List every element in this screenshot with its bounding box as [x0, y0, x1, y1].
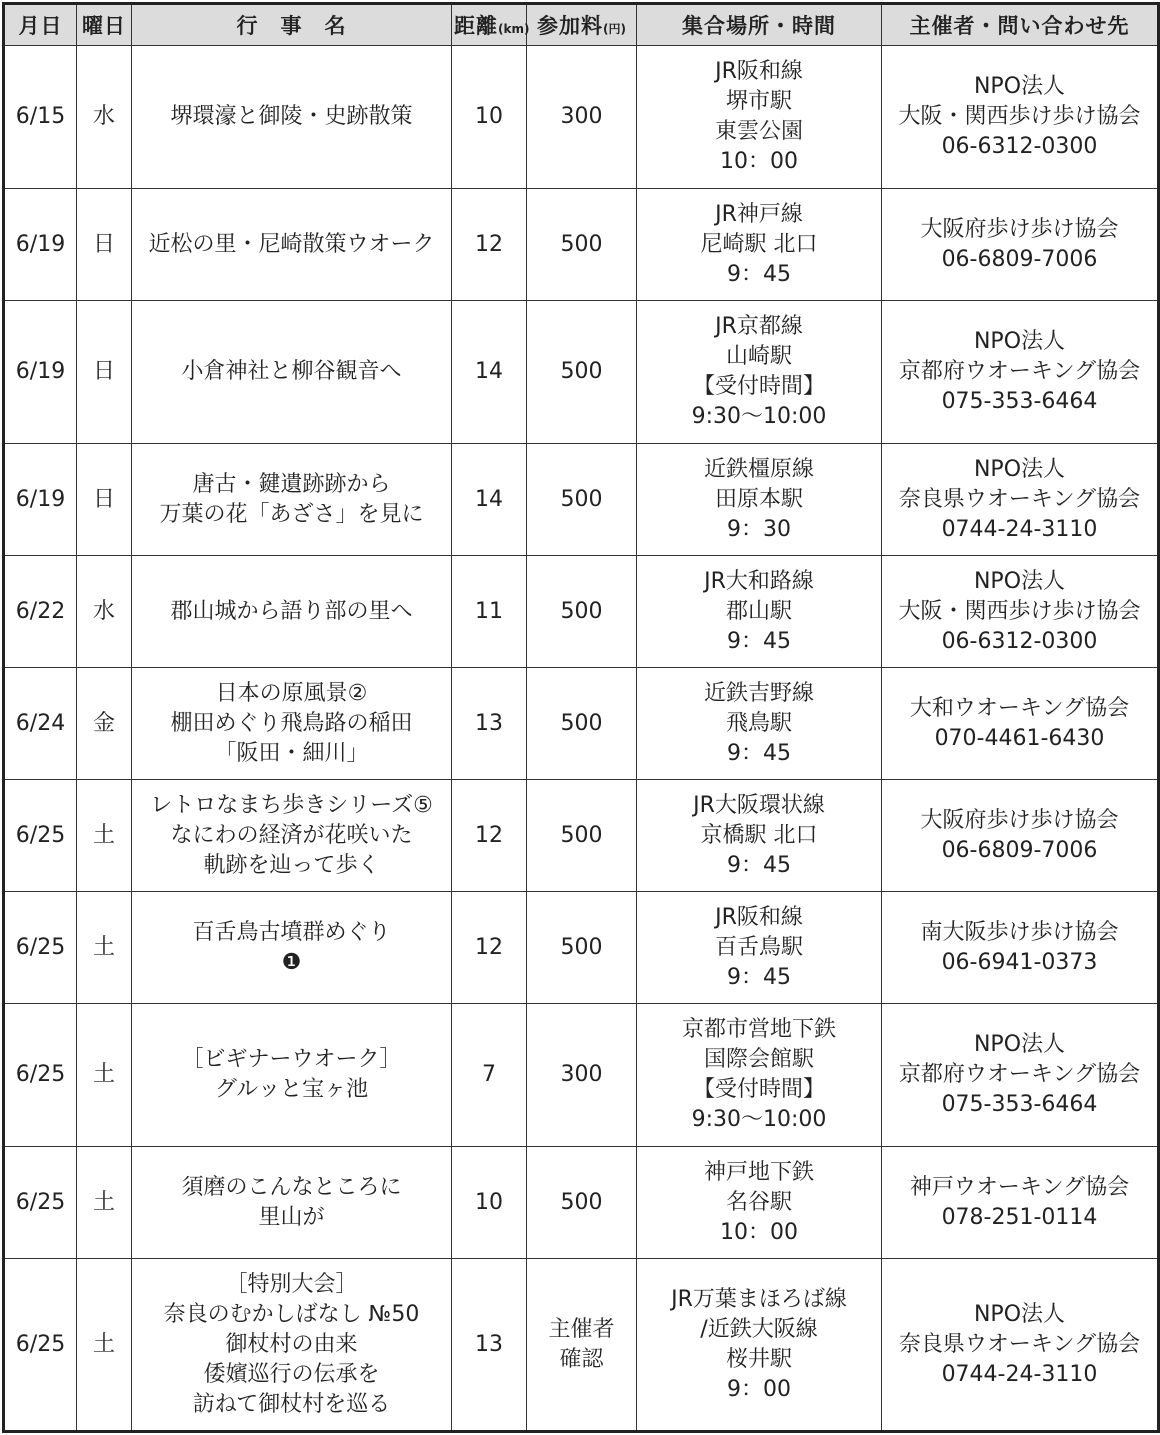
table-row [4, 556, 1159, 668]
table-row [4, 1259, 1159, 1432]
organizer-line: 奈良県ウオーキング協会 [898, 486, 1141, 512]
distance-cell: 11 [452, 556, 527, 668]
organizer-line: 大阪・関西歩け歩け協会 [898, 598, 1141, 624]
date-cell: 6/19 [4, 444, 77, 556]
organizer-line: NPO法人 [973, 456, 1066, 482]
organizer-cell [882, 668, 1159, 780]
event-name-cell [132, 1004, 452, 1147]
meeting-place-line: 桜井駅 [725, 1346, 792, 1372]
organizer-line: 06-6941-0373 [941, 949, 1098, 975]
weekday-cell: 土 [77, 780, 132, 892]
table-row [4, 1004, 1159, 1147]
meeting-place-line: 神戸地下鉄 [703, 1159, 814, 1185]
table-row [4, 46, 1159, 189]
weekday-cell: 日 [77, 444, 132, 556]
weekday-cell: 金 [77, 668, 132, 780]
event-name-line: 御杖村の由来 [225, 1331, 358, 1357]
organizer-line: 神戸ウオーキング協会 [909, 1174, 1130, 1200]
organizer-line: 大阪府歩け歩け協会 [920, 216, 1119, 242]
fee-line: 500 [560, 1189, 603, 1215]
organizer-line: 京都府ウオーキング協会 [898, 359, 1141, 384]
meeting-place-line: 東雲公園 [714, 119, 803, 144]
organizer-line: 奈良県ウオーキング協会 [898, 1331, 1141, 1357]
fee-line: 500 [560, 710, 603, 736]
fee-line: 300 [560, 104, 603, 129]
organizer-line: 0744-24-3110 [941, 1361, 1098, 1387]
event-name-cell [132, 301, 452, 444]
weekday-cell: 日 [77, 301, 132, 444]
fee-line: 500 [560, 822, 603, 848]
meeting-place-line: 近鉄吉野線 [703, 680, 814, 706]
fee-line: 主催者 [548, 1316, 615, 1342]
fee-line: 300 [560, 1062, 603, 1087]
event-name-line: 唐古・鍵遺跡跡から [192, 471, 391, 497]
fee-cell [527, 1004, 637, 1147]
meeting-place-line: 【受付時間】 [692, 1077, 825, 1102]
organizer-cell [882, 444, 1159, 556]
organizer-line: 大阪府歩け歩け協会 [920, 807, 1119, 833]
fee-cell [527, 1147, 637, 1259]
table-row [4, 892, 1159, 1004]
organizer-cell [882, 1147, 1159, 1259]
meeting-place-line: JR大阪環状線 [693, 792, 825, 818]
date-cell: 6/19 [4, 301, 77, 444]
meeting-place-line: 堺市駅 [725, 89, 792, 114]
organizer-line: NPO法人 [973, 1301, 1066, 1327]
distance-cell: 12 [452, 892, 527, 1004]
organizer-cell [882, 1004, 1159, 1147]
meeting-place-line: 近鉄橿原線 [703, 456, 814, 482]
weekday-cell: 日 [77, 189, 132, 301]
meeting-place-line: JR神戸線 [715, 201, 803, 227]
distance-cell: 12 [452, 189, 527, 301]
meeting-place-cell [637, 46, 882, 189]
organizer-line: NPO法人 [973, 568, 1066, 594]
fee-line: 500 [560, 598, 603, 624]
meeting-place-cell [637, 1259, 882, 1432]
meeting-place-line: 9：45 [727, 628, 791, 654]
event-name-line: 日本の原風景② [215, 680, 368, 706]
table-row [4, 301, 1159, 444]
meeting-place-line: 10：00 [720, 149, 798, 174]
organizer-line: NPO法人 [973, 329, 1066, 354]
event-name-cell [132, 46, 452, 189]
meeting-place-line: 百舌鳥駅 [714, 934, 803, 960]
meeting-place-line: 名谷駅 [725, 1189, 792, 1215]
fee-line: 500 [560, 486, 603, 512]
meeting-place-line: 9：30 [727, 516, 791, 542]
header-distance: 距離(km) [452, 4, 527, 46]
date-cell: 6/25 [4, 892, 77, 1004]
distance-cell: 10 [452, 1147, 527, 1259]
fee-cell [527, 780, 637, 892]
event-name-line: 奈良のむかしばなし №50 [163, 1301, 420, 1327]
meeting-place-line: 9：45 [727, 740, 791, 766]
event-name-line: 里山が [258, 1204, 325, 1230]
fee-cell [527, 668, 637, 780]
header-weekday: 曜日 [77, 4, 132, 46]
distance-cell: 14 [452, 444, 527, 556]
meeting-place-line: 郡山駅 [725, 598, 792, 624]
distance-cell: 12 [452, 780, 527, 892]
fee-cell [527, 46, 637, 189]
meeting-place-line: JR京都線 [715, 314, 803, 339]
distance-cell: 10 [452, 46, 527, 189]
event-name-cell [132, 1147, 452, 1259]
meeting-place-cell [637, 1147, 882, 1259]
meeting-place-line: 京橋駅 北口 [700, 822, 818, 848]
date-cell: 6/22 [4, 556, 77, 668]
organizer-cell [882, 892, 1159, 1004]
organizer-line: 078-251-0114 [941, 1204, 1098, 1230]
meeting-place-line: 9:30〜10:00 [691, 404, 827, 429]
meeting-place-line: 山崎駅 [725, 344, 792, 369]
organizer-line: 大阪・関西歩け歩け協会 [898, 104, 1141, 129]
distance-cell: 14 [452, 301, 527, 444]
organizer-line: 070-4461-6430 [934, 725, 1105, 751]
event-name-line: グルッと宝ヶ池 [214, 1077, 369, 1102]
event-name-line: ［ビギナーウオーク］ [181, 1047, 402, 1072]
header-organizer: 主催者・問い合わせ先 [882, 4, 1159, 46]
organizer-cell [882, 556, 1159, 668]
weekday-cell: 土 [77, 1147, 132, 1259]
event-name-line: 堺環濠と御陵・史跡散策 [170, 104, 413, 129]
fee-cell [527, 1259, 637, 1432]
weekday-cell: 土 [77, 1259, 132, 1432]
header-fee: 参加料(円) [527, 4, 637, 46]
fee-cell [527, 301, 637, 444]
meeting-place-line: /近鉄大阪線 [700, 1316, 818, 1342]
event-name-line: なにわの経済が花咲いた [170, 822, 413, 848]
event-name-cell [132, 444, 452, 556]
event-name-line: 棚田めぐり飛鳥路の稲田 [170, 710, 413, 736]
meeting-place-cell [637, 892, 882, 1004]
event-name-line: 万葉の花「あざさ」を見に [159, 501, 424, 527]
distance-cell: 7 [452, 1004, 527, 1147]
meeting-place-cell [637, 556, 882, 668]
meeting-place-cell [637, 1004, 882, 1147]
organizer-line: 075-353-6464 [941, 389, 1098, 414]
meeting-place-line: 田原本駅 [714, 486, 803, 512]
meeting-place-line: 10：00 [720, 1219, 798, 1245]
fee-cell [527, 444, 637, 556]
date-cell: 6/25 [4, 1259, 77, 1432]
organizer-cell [882, 780, 1159, 892]
date-cell: 6/24 [4, 668, 77, 780]
organizer-cell [882, 189, 1159, 301]
meeting-place-cell [637, 668, 882, 780]
event-name-line: 郡山城から語り部の里へ [170, 598, 413, 624]
table-row [4, 1147, 1159, 1259]
meeting-place-line: JR万葉まほろば線 [671, 1286, 847, 1312]
event-name-line: レトロなまち歩きシリーズ⑤ [150, 792, 433, 818]
event-name-cell [132, 892, 452, 1004]
header-date: 月日 [4, 4, 77, 46]
fee-line: 500 [560, 231, 603, 257]
meeting-place-line: 9：45 [727, 964, 791, 990]
organizer-line: 大和ウオーキング協会 [909, 695, 1130, 721]
event-name-line: 小倉神社と柳谷観音へ [181, 359, 402, 384]
table-row [4, 780, 1159, 892]
event-name-line: 軌跡を辿って歩く [203, 852, 380, 878]
fee-line: 確認 [559, 1346, 604, 1372]
meeting-place-line: JR阪和線 [715, 904, 803, 930]
event-name-line: 百舌鳥古墳群めぐり [192, 919, 391, 945]
date-cell: 6/15 [4, 46, 77, 189]
event-name-cell [132, 189, 452, 301]
meeting-place-line: JR大和路線 [704, 568, 814, 594]
weekday-cell: 水 [77, 556, 132, 668]
event-name-line: 近松の里・尼崎散策ウオーク [148, 231, 435, 257]
organizer-line: 0744-24-3110 [941, 516, 1098, 542]
event-schedule-table [2, 2, 1160, 1433]
meeting-place-line: 【受付時間】 [692, 374, 825, 399]
organizer-line: NPO法人 [973, 1032, 1066, 1057]
weekday-cell: 土 [77, 1004, 132, 1147]
event-name-line: 訪ねて御杖村を巡る [192, 1391, 391, 1417]
distance-cell: 13 [452, 1259, 527, 1432]
weekday-cell: 土 [77, 892, 132, 1004]
organizer-line: 075-353-6464 [941, 1092, 1098, 1117]
table-row [4, 444, 1159, 556]
fee-cell [527, 892, 637, 1004]
event-name-line: 「阪田・細川」 [214, 740, 369, 766]
event-name-line: ［特別大会］ [225, 1271, 358, 1297]
meeting-place-cell [637, 780, 882, 892]
organizer-line: 06-6312-0300 [941, 134, 1098, 159]
organizer-line: 06-6809-7006 [941, 837, 1098, 863]
date-cell: 6/25 [4, 780, 77, 892]
header-row [4, 4, 1159, 46]
organizer-cell [882, 301, 1159, 444]
meeting-place-line: 尼崎駅 北口 [700, 231, 818, 257]
organizer-line: 京都府ウオーキング協会 [898, 1062, 1141, 1087]
date-cell: 6/25 [4, 1004, 77, 1147]
header-event: 行 事 名 [132, 4, 452, 46]
organizer-line: 南大阪歩け歩け協会 [920, 919, 1119, 945]
meeting-place-line: 9：45 [727, 852, 791, 878]
table-row [4, 668, 1159, 780]
event-name-cell [132, 780, 452, 892]
event-name-line: ❶ [281, 949, 302, 975]
meeting-place-line: 飛鳥駅 [725, 710, 792, 736]
organizer-line: 06-6312-0300 [941, 628, 1098, 654]
meeting-place-cell [637, 444, 882, 556]
fee-line: 500 [560, 359, 603, 384]
meeting-place-cell [637, 189, 882, 301]
event-name-cell [132, 668, 452, 780]
header-meeting: 集合場所・時間 [637, 4, 882, 46]
fee-line: 500 [560, 934, 603, 960]
organizer-line: 06-6809-7006 [941, 246, 1098, 272]
weekday-cell: 水 [77, 46, 132, 189]
meeting-place-line: 国際会館駅 [703, 1047, 814, 1072]
date-cell: 6/25 [4, 1147, 77, 1259]
meeting-place-line: 9:30〜10:00 [691, 1107, 827, 1132]
organizer-cell [882, 46, 1159, 189]
event-name-cell [132, 556, 452, 668]
event-name-line: 倭嬪巡行の伝承を [203, 1361, 380, 1387]
event-name-cell [132, 1259, 452, 1432]
meeting-place-line: 京都市営地下鉄 [681, 1017, 836, 1042]
meeting-place-cell [637, 301, 882, 444]
organizer-cell [882, 1259, 1159, 1432]
distance-cell: 13 [452, 668, 527, 780]
fee-cell [527, 556, 637, 668]
fee-cell [527, 189, 637, 301]
date-cell: 6/19 [4, 189, 77, 301]
table-row [4, 189, 1159, 301]
meeting-place-line: 9：45 [727, 261, 791, 287]
event-name-line: 須磨のこんなところに [181, 1174, 402, 1200]
organizer-line: NPO法人 [973, 74, 1066, 99]
meeting-place-line: 9：00 [727, 1376, 791, 1402]
meeting-place-line: JR阪和線 [715, 59, 803, 84]
